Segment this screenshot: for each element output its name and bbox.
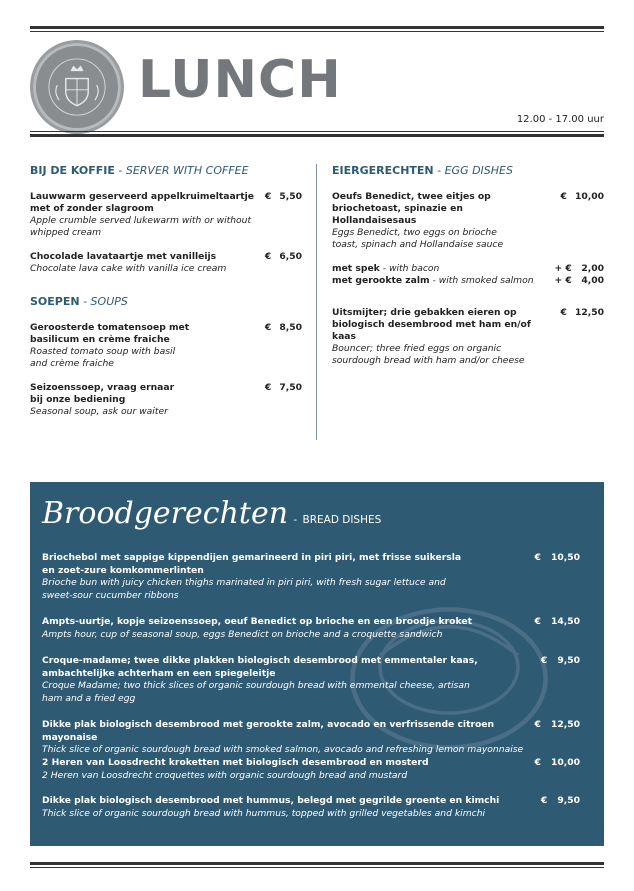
price-value: 10,50 xyxy=(550,552,580,563)
euro-sign: € xyxy=(264,382,272,393)
bread-item xyxy=(42,757,592,782)
price-value: 7,50 xyxy=(279,382,302,393)
extra-name-nl: met spek xyxy=(332,263,380,274)
price-value: 12,50 xyxy=(574,307,604,318)
bread-item xyxy=(42,795,592,820)
item-price xyxy=(535,616,580,627)
item-name-en: Chocolate lava cake with vanilla ice cream xyxy=(30,263,227,274)
item-name-en: Bouncer; three fried eggs on organic sourdough bread with ham and/or cheese xyxy=(332,343,525,366)
price-value: 10,00 xyxy=(574,191,604,202)
menu-item xyxy=(332,191,604,251)
price-value: 10,00 xyxy=(550,757,580,768)
item-name-nl: Briochebol met sappige kippendijen gemarineerd in piri piri, met frisse suikersla en zoet-zure komkommerlinten xyxy=(42,552,462,576)
heading-en: EGG DISHES xyxy=(444,164,513,177)
extra-name-nl: met gerookte zalm xyxy=(332,275,430,286)
item-name-en: Brioche bun with juicy chicken thighs marinated in piri piri, with fresh sugar lettuce and sweet-sour cucumber ribbons xyxy=(42,577,446,601)
bread-item xyxy=(42,616,592,641)
bread-item xyxy=(42,655,592,705)
item-name-en: Ampts hour, cup of seasonal soup, eggs Benedict on brioche and a croquette sandwich xyxy=(42,628,443,640)
heading-sep: - xyxy=(290,514,301,526)
item-name-nl: Lauwwarm geserveerd appelkruimeltaartje met of zonder slagroom xyxy=(30,191,254,214)
section-heading-soepen xyxy=(30,295,302,308)
euro-sign: € xyxy=(540,655,548,666)
extra-price: + € 4,00 xyxy=(554,275,604,286)
heading-en: BREAD DISHES xyxy=(302,514,382,526)
euro-sign: € xyxy=(534,757,541,768)
item-price xyxy=(265,191,302,202)
bottom-rule-thick xyxy=(30,862,604,865)
item-name-en: Croque Madame; two thick slices of organic sourdough bread with emmental cheese, artisan ham and a fried egg xyxy=(42,680,470,704)
top-rule-thick xyxy=(30,26,604,29)
right-column xyxy=(332,164,604,379)
price-value: 9,50 xyxy=(557,655,580,666)
item-name-en: Apple crumble served lukewarm with or without whipped cream xyxy=(30,215,252,238)
item-name-en: 2 Heren van Loosdrecht croquettes with organic sourdough bread and mustard xyxy=(42,769,408,781)
item-name-nl: Uitsmijter; drie gebakken eieren op biologisch desembrood met ham en/of kaas xyxy=(332,307,531,342)
heading-sep: - xyxy=(433,164,445,177)
top-rule-thin xyxy=(30,31,604,32)
left-column xyxy=(30,164,302,430)
coat-of-arms-icon xyxy=(33,43,121,131)
item-price xyxy=(265,382,302,393)
item-price xyxy=(535,757,580,768)
item-price xyxy=(561,191,604,202)
item-name-nl: Dikke plak biologisch desembrood met gerookte zalm, avocado en verfrissende citroen mayonaise xyxy=(42,719,495,743)
extra-name-en: with smoked salmon xyxy=(438,275,534,286)
euro-sign: € xyxy=(264,322,272,333)
item-price xyxy=(265,251,302,262)
header-rule-thick xyxy=(30,134,604,137)
column-divider xyxy=(316,164,317,440)
item-name-en: Seasonal soup, ask our waiter xyxy=(30,406,168,417)
item-price xyxy=(265,322,302,333)
section-heading-eiergerechten xyxy=(332,164,604,177)
euro-sign: € xyxy=(264,251,272,262)
item-name-nl: Ampts-uurtje, kopje seizoenssoep, oeuf Benedict op brioche en een broodje kroket xyxy=(42,616,472,627)
menu-item xyxy=(332,307,604,367)
heading-nl: SOEPEN xyxy=(30,295,80,308)
bread-dishes-panel xyxy=(30,482,604,846)
euro-sign: € xyxy=(540,795,548,806)
page-title: LUNCH xyxy=(138,50,342,110)
menu-item xyxy=(30,382,302,418)
item-price xyxy=(541,655,580,666)
euro-sign: € xyxy=(534,552,541,563)
item-name-nl: Geroosterde tomatensoep met basilicum en crème fraiche xyxy=(30,322,190,345)
bread-item xyxy=(42,552,592,602)
item-name-en: Thick slice of organic sourdough bread with smoked salmon, avocado and refreshing lemon mayonnaise xyxy=(42,744,524,755)
bread-item xyxy=(42,719,592,757)
menu-extra xyxy=(332,275,604,287)
menu-extra xyxy=(332,263,604,275)
item-name-nl: 2 Heren van Loosdrecht kroketten met biologisch desembrood en mosterd xyxy=(42,757,429,768)
heading-nl: EIERGERECHTEN xyxy=(332,164,434,177)
item-name-nl: Oeufs Benedict, twee eitjes op briochetoast, spinazie en Hollandaisesaus xyxy=(332,191,491,226)
price-value: 12,50 xyxy=(550,719,580,730)
euro-sign: € xyxy=(560,191,567,202)
bread-heading xyxy=(42,496,381,531)
heading-script: Broodgerechten xyxy=(42,496,289,531)
section-heading-koffie xyxy=(30,164,302,177)
heading-nl: BIJ DE KOFFIE xyxy=(30,164,115,177)
price-value: 14,50 xyxy=(550,616,580,627)
item-name-en: Eggs Benedict, two eggs on brioche toast, spinach and Hollandaise sauce xyxy=(332,227,504,250)
heading-sep: - xyxy=(79,295,91,308)
seal-logo xyxy=(30,40,124,134)
price-value: 6,50 xyxy=(279,251,302,262)
item-name-nl: Croque-madame; twee dikke plakken biologisch desembrood met emmentaler kaas, ambachtelijke achterham en een spiegeleitje xyxy=(42,655,478,679)
extra-name-en: with bacon xyxy=(388,263,440,274)
extra-price: + € 2,00 xyxy=(554,263,604,274)
item-name-en: Thick slice of organic sourdough bread with hummus, topped with grilled vegetables and kimchi xyxy=(42,807,486,819)
euro-sign: € xyxy=(264,191,272,202)
menu-item xyxy=(30,251,302,275)
price-value: 5,50 xyxy=(279,191,302,202)
item-name-nl: Chocolade lavataartje met vanilleijs xyxy=(30,251,217,262)
price-value: 8,50 xyxy=(279,322,302,333)
menu-item xyxy=(30,191,302,239)
price-value: 9,50 xyxy=(557,795,580,806)
euro-sign: € xyxy=(534,616,541,627)
item-name-nl: Seizoenssoep, vraag ernaar bij onze bediening xyxy=(30,382,175,405)
extra-sep: - xyxy=(429,275,439,286)
item-price xyxy=(561,307,604,318)
header-rule-thin xyxy=(30,131,604,132)
item-price xyxy=(535,552,580,563)
menu-item xyxy=(30,322,302,370)
heading-sep: - xyxy=(114,164,126,177)
heading-en: SERVER WITH COFFEE xyxy=(125,164,249,177)
item-price xyxy=(541,795,580,806)
bottom-rule-thin xyxy=(30,867,604,868)
item-price xyxy=(535,719,580,730)
heading-en: SOUPS xyxy=(90,295,128,308)
item-name-nl: Dikke plak biologisch desembrood met hummus, belegd met gegrilde groente en kimchi xyxy=(42,795,500,806)
extra-sep: - xyxy=(379,263,389,274)
opening-hours: 12.00 - 17.00 uur xyxy=(516,114,604,125)
item-name-en: Roasted tomato soup with basil and crème fraiche xyxy=(30,346,176,369)
euro-sign: € xyxy=(534,719,541,730)
euro-sign: € xyxy=(560,307,567,318)
